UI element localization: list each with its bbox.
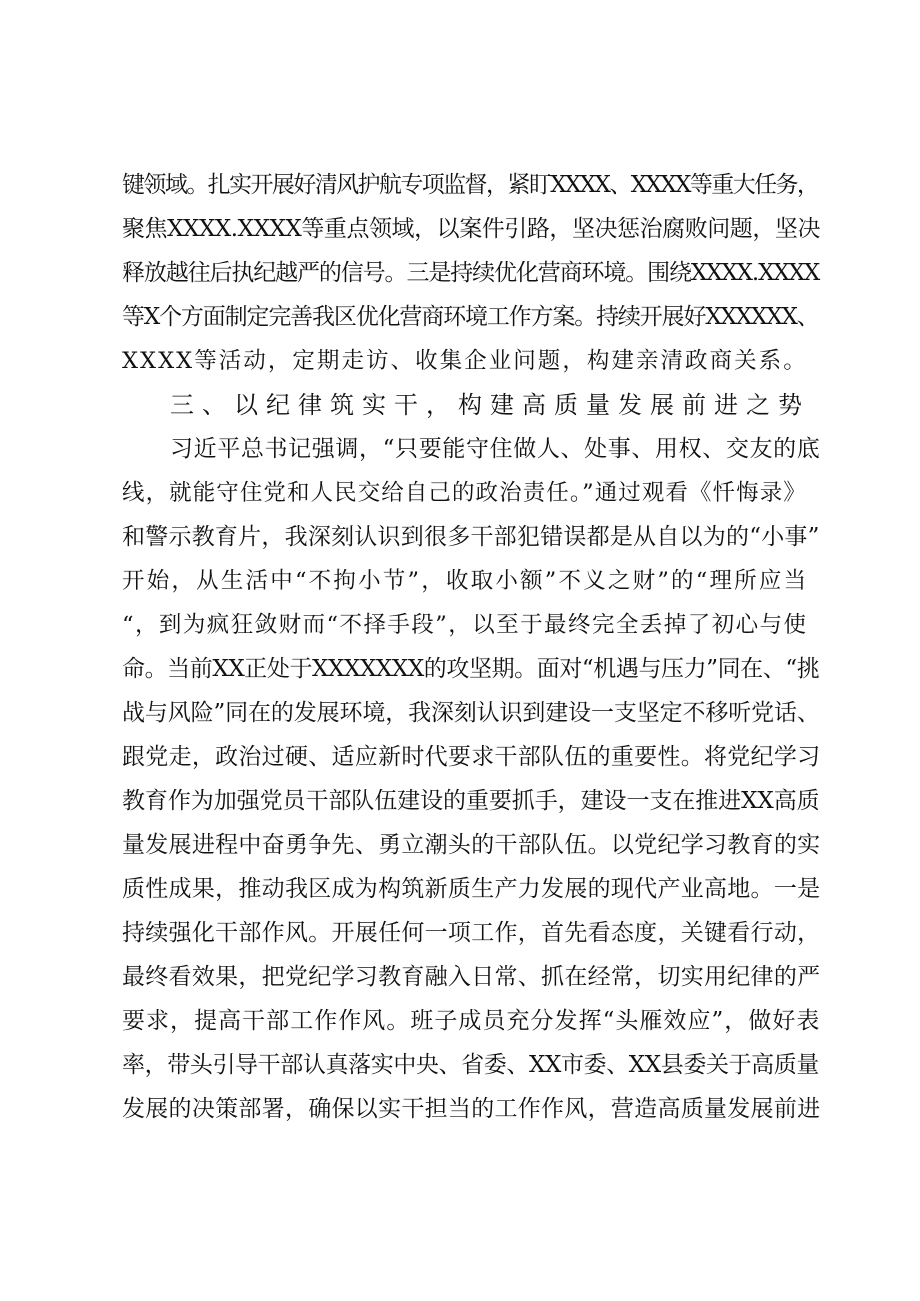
body-line: 要求，提高干部工作作风。班子成员充分发挥“头雁效应”，做好表	[122, 1008, 821, 1034]
body-line: 键领域。扎实开展好清风护航专项监督，紧盯XXXX、XXXX等重大任务，	[122, 172, 819, 198]
body-line: 持续强化干部作风。开展任何一项工作，首先看态度，关键看行动，	[122, 920, 821, 946]
body-line: 等X个方面制定完善我区优化营商环境工作方案。持续开展好XXXXXX、	[122, 304, 819, 330]
body-line: 量发展进程中奋勇争先、勇立潮头的干部队伍。以党纪学习教育的实	[122, 832, 821, 858]
body-line: 战与风险”同在的发展环境，我深刻认识到建设一支坚定不移听党话、	[122, 700, 820, 726]
body-line: 释放越往后执纪越严的信号。三是持续优化营商环境。围绕XXXX.XXXX	[122, 260, 820, 286]
body-line: 率，带头引导干部认真落实中央、省委、XX市委、XX县委关于高质量	[122, 1052, 820, 1078]
body-line: 最终看效果，把党纪学习教育融入日常、抓在经常，切实用纪律的严	[122, 964, 821, 990]
body-line: XXXX等活动，定期走访、收集企业问题，构建亲清政商关系。	[122, 348, 808, 374]
section-heading: 三、以纪律筑实干，构建高质量发展前进之势	[170, 391, 810, 419]
body-line: 和警示教育片，我深刻认识到很多干部犯错误都是从自以为的“小事”	[122, 524, 820, 550]
body-line: 习近平总书记强调，“只要能守住做人、处事、用权、交友的底	[170, 436, 821, 462]
body-line: 教育作为加强党员干部队伍建设的重要抓手，建设一支在推进XX高质	[122, 788, 820, 814]
body-line: 跟党走，政治过硬、适应新时代要求干部队伍的重要性。将党纪学习	[122, 744, 821, 770]
body-line: 聚焦XXXX.XXXX等重点领域，以案件引路，坚决惩治腐败问题，坚决	[122, 216, 821, 242]
body-line: 发展的决策部署，确保以实干担当的工作作风，营造高质量发展前进	[122, 1096, 821, 1122]
body-line: 线，就能守住党和人民交给自己的政治责任。”通过观看《忏悔录》	[122, 480, 807, 506]
body-line: “，到为疯狂敛财而“不择手段”，以至于最终完全丢掉了初心与使	[122, 612, 808, 638]
body-line: 命。当前XX正处于XXXXXXX的攻坚期。面对“机遇与压力”同在、“挑	[122, 656, 820, 682]
body-line: 开始，从生活中“不拘小节”，收取小额”不义之财”的“理所应当	[122, 568, 809, 594]
body-line: 质性成果，推动我区成为构筑新质生产力发展的现代产业高地。一是	[122, 876, 821, 902]
